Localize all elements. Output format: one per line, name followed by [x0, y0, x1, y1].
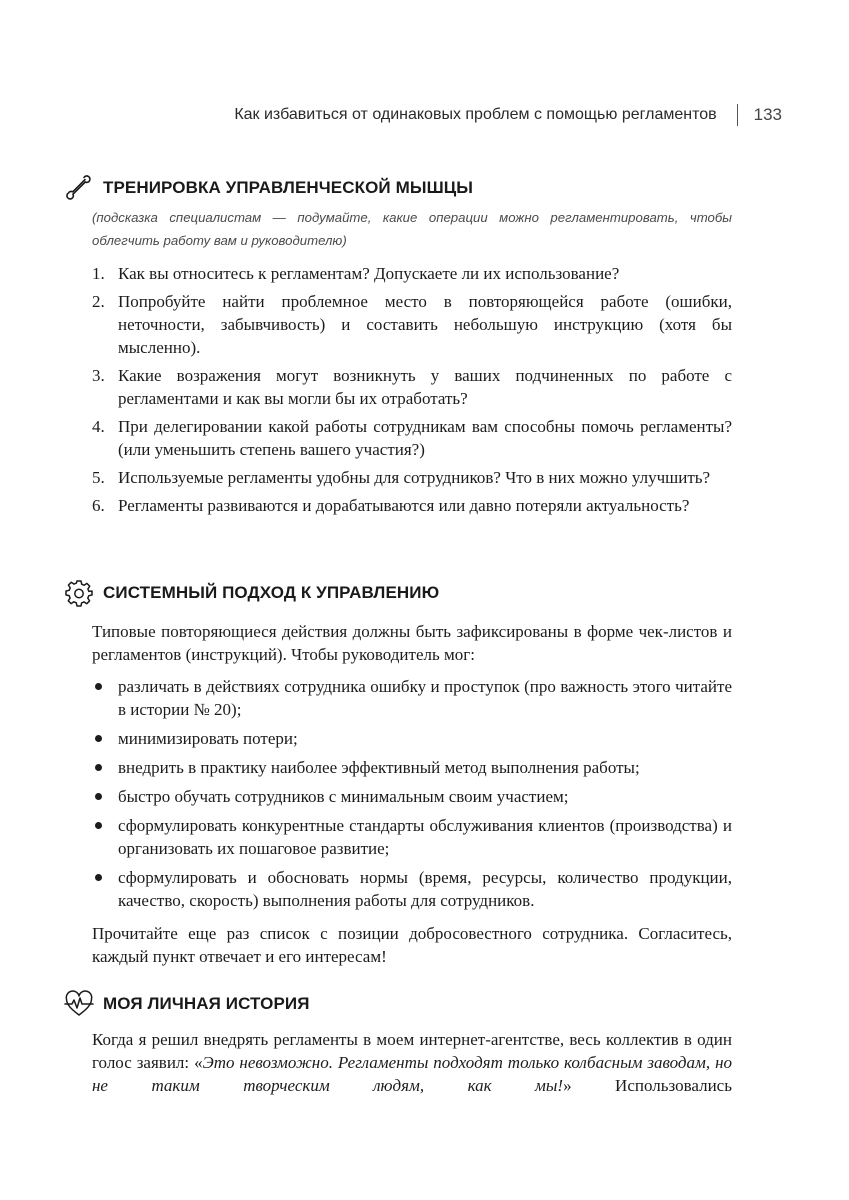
- training-title: ТРЕНИРОВКА УПРАВЛЕНЧЕСКОЙ МЫШЦЫ: [103, 178, 474, 197]
- question-list: [92, 262, 732, 522]
- list-item: [92, 415, 732, 461]
- page-number: 133: [753, 105, 782, 124]
- system-heading: [64, 579, 439, 607]
- list-item: [92, 466, 732, 489]
- list-item: [92, 262, 732, 285]
- item-number: 2.: [92, 292, 105, 311]
- list-item: различать в действиях сотрудника ошибку и проступок (про важность этого читайте в истории № 20);: [92, 675, 732, 721]
- item-text: Попробуйте найти проблемное место в повторяющейся работе (ошибки, неточности, забывчивость) и составить небольшую инструкцию (хотя бы мысленно).: [118, 292, 732, 357]
- story-text-end: » Использовались: [563, 1076, 732, 1095]
- list-item: [92, 494, 732, 517]
- story-heading: [64, 990, 310, 1018]
- list-item: [92, 364, 732, 410]
- list-item: сформулировать и обосновать нормы (время, ресурсы, количество продукции, качество, скорость) выполнения работы для сотрудников.: [92, 866, 732, 912]
- story-quote: Это невозможно. Регламенты подходят только колбасным заводам, но не таким творческим людям, как мы!: [92, 1053, 732, 1095]
- list-item: внедрить в практику наиболее эффективный метод выполнения работы;: [92, 756, 732, 779]
- running-header: [234, 104, 782, 126]
- system-intro: Типовые повторяющиеся действия должны быть зафиксированы в форме чек-листов и регламентов (инструкций). Чтобы руководитель мог:: [92, 622, 732, 664]
- item-number: 3.: [92, 366, 105, 385]
- item-text: Используемые регламенты удобны для сотрудников? Что в них можно улучшить?: [118, 468, 711, 487]
- gear-icon: [64, 579, 94, 607]
- list-item: быстро обучать сотрудников с минимальным своим участием;: [92, 785, 732, 808]
- running-title: Как избавиться от одинаковых проблем с помощью регламентов: [234, 106, 717, 123]
- training-heading: [64, 174, 473, 202]
- item-number: 6.: [92, 496, 105, 515]
- header-divider: [737, 104, 738, 126]
- bullet-list: [92, 675, 732, 918]
- story-text-start: Когда я решил внедрять регламенты в моем интернет-агентстве, весь коллектив в один голос заявил: «: [92, 1030, 732, 1072]
- list-item: сформулировать конкурентные стандарты обслуживания клиентов (производства) и организовать их пошаговое развитие;: [92, 814, 732, 860]
- item-number: 4.: [92, 417, 105, 436]
- list-item: минимизировать потери;: [92, 727, 732, 750]
- list-item: [92, 290, 732, 359]
- item-number: 1.: [92, 264, 105, 283]
- training-hint: (подсказка специалистам — подумайте, какие операции можно регламентировать, чтобы облегчить работу вам и руководителю): [92, 210, 732, 248]
- heart-pulse-icon: [64, 990, 94, 1018]
- story-paragraph: [92, 1028, 732, 1097]
- item-number: 5.: [92, 468, 105, 487]
- item-text: При делегировании какой работы сотрудникам вам способны помочь регламенты? (или уменьшить степень вашего участия?): [118, 417, 732, 459]
- item-text: Как вы относитесь к регламентам? Допускаете ли их использование?: [118, 264, 620, 283]
- item-text: Регламенты развиваются и дорабатываются или давно потеряли актуальность?: [118, 496, 690, 515]
- dumbbell-icon: [64, 174, 94, 202]
- system-outro: Прочитайте еще раз список с позиции добросовестного сотрудника. Согласитесь, каждый пункт отвечает и его интересам!: [92, 924, 732, 966]
- item-text: Какие возражения могут возникнуть у ваших подчиненных по работе с регламентами и как вы могли бы их отработать?: [118, 366, 732, 408]
- system-title: СИСТЕМНЫЙ ПОДХОД К УПРАВЛЕНИЮ: [103, 583, 440, 602]
- story-title: МОЯ ЛИЧНАЯ ИСТОРИЯ: [103, 994, 310, 1013]
